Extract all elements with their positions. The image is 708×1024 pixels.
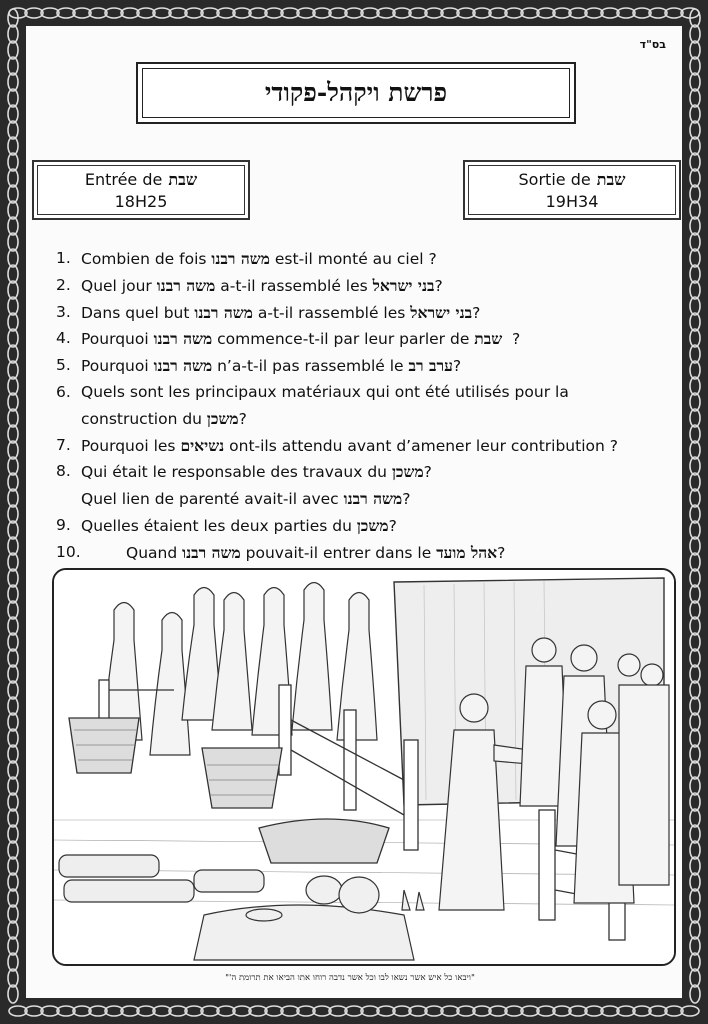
question-text: ? xyxy=(423,463,432,482)
question-item xyxy=(56,353,681,380)
mishkan-illustration xyxy=(52,568,676,966)
shabbat-exit-heb: שבת xyxy=(596,169,626,189)
question-text: Qui était le responsable des travaux du xyxy=(81,463,392,482)
bsd-mark: בס"ד xyxy=(639,38,666,51)
hebrew-term: נשיאים xyxy=(180,435,225,455)
hebrew-term: משה רבנו xyxy=(194,302,253,322)
question-number: 10. xyxy=(56,542,81,561)
shabbat-exit-label: Sortie de xyxy=(518,169,591,189)
question-item xyxy=(56,459,681,513)
question-text: Pourquoi xyxy=(81,330,154,349)
question-text: ? xyxy=(502,330,521,349)
question-item xyxy=(56,380,681,433)
hebrew-term: משה רבנו xyxy=(156,275,216,295)
question-item xyxy=(56,326,681,353)
hebrew-term: משכן xyxy=(391,462,424,482)
hebrew-term: אהל מועד xyxy=(436,542,498,562)
question-text: Pourquoi les xyxy=(81,436,181,455)
illustration-drawing xyxy=(54,570,674,964)
question-text: Quel jour xyxy=(81,276,157,295)
hebrew-term: משה רבנו xyxy=(153,356,213,376)
question-text: Quelles étaient les deux parties du xyxy=(81,516,357,535)
question-text: Quel lien de parenté avait-il avec xyxy=(81,490,344,509)
question-list xyxy=(56,246,681,567)
question-text: ? xyxy=(388,516,397,535)
parasha-title-box xyxy=(136,62,576,124)
hebrew-term: משכן xyxy=(356,515,389,535)
question-number: 4. xyxy=(56,329,71,348)
question-text: ? xyxy=(472,303,481,322)
question-text: Dans quel but xyxy=(81,303,195,322)
question-text: ? xyxy=(497,543,506,562)
question-text: a-t-il rassemblé les xyxy=(215,276,373,295)
shabbat-exit-box xyxy=(463,160,681,220)
question-text: pouvait-il entrer dans le xyxy=(240,543,437,562)
shabbat-exit-time: 19H34 xyxy=(545,191,599,211)
hebrew-term: בני ישראל xyxy=(372,275,435,295)
illustration-caption: "ויבאו כל איש אשר נשאו לבו וכל אשר נדבה רוחו אתו הביאו את תרומת ה'" xyxy=(225,973,475,983)
hebrew-term: משה רבנו xyxy=(211,249,270,268)
question-number: 2. xyxy=(56,275,71,294)
question-text: Quand xyxy=(126,543,183,562)
question-text: n’a-t-il pas rassemblé le xyxy=(212,357,409,376)
question-number: 5. xyxy=(56,356,71,375)
question-number: 8. xyxy=(56,462,71,481)
shabbat-entry-time: 18H25 xyxy=(114,191,168,211)
shabbat-entry-box xyxy=(32,160,250,220)
question-text: ont-ils attendu avant d’amener leur contribution ? xyxy=(224,436,618,455)
question-item xyxy=(56,273,681,300)
question-text: Pourquoi xyxy=(81,357,154,376)
question-number: 9. xyxy=(56,515,71,534)
question-text: commence-t-il par leur parler de xyxy=(212,330,475,349)
question-text: Combien de fois xyxy=(81,250,212,268)
question-item xyxy=(56,300,681,327)
question-text: construction du xyxy=(81,409,207,428)
hebrew-term: בני ישראל xyxy=(410,302,473,322)
question-item xyxy=(56,513,681,540)
hebrew-term: משה רבנו xyxy=(182,542,241,562)
question-text: ? xyxy=(434,276,443,295)
shabbat-entry-label: Entrée de xyxy=(84,169,163,189)
question-text: ? xyxy=(402,490,411,509)
question-item xyxy=(56,433,681,460)
question-item xyxy=(56,246,681,273)
hebrew-term: שבת xyxy=(474,329,503,349)
question-number: 7. xyxy=(56,435,71,454)
question-item xyxy=(56,540,681,567)
hebrew-term: משה רבנו xyxy=(343,489,403,509)
shabbat-entry-heb: שבת xyxy=(168,169,198,189)
question-text: est-il monté au ciel ? xyxy=(269,250,437,268)
question-number: 1. xyxy=(56,249,71,267)
hebrew-term: משה רבנו xyxy=(153,329,213,349)
question-text: a-t-il rassemblé les xyxy=(252,303,411,322)
parasha-title: פרשת ויקהל-פקודי xyxy=(264,78,448,107)
question-text: Quels sont les principaux matériaux qui ont été utilisés pour la xyxy=(81,382,569,401)
hebrew-term: משכן xyxy=(206,408,239,428)
question-number: 6. xyxy=(56,382,71,401)
question-text: ? xyxy=(452,357,462,376)
question-text: ? xyxy=(238,409,247,428)
hebrew-term: ערב רב xyxy=(408,356,453,376)
question-number: 3. xyxy=(56,302,71,321)
